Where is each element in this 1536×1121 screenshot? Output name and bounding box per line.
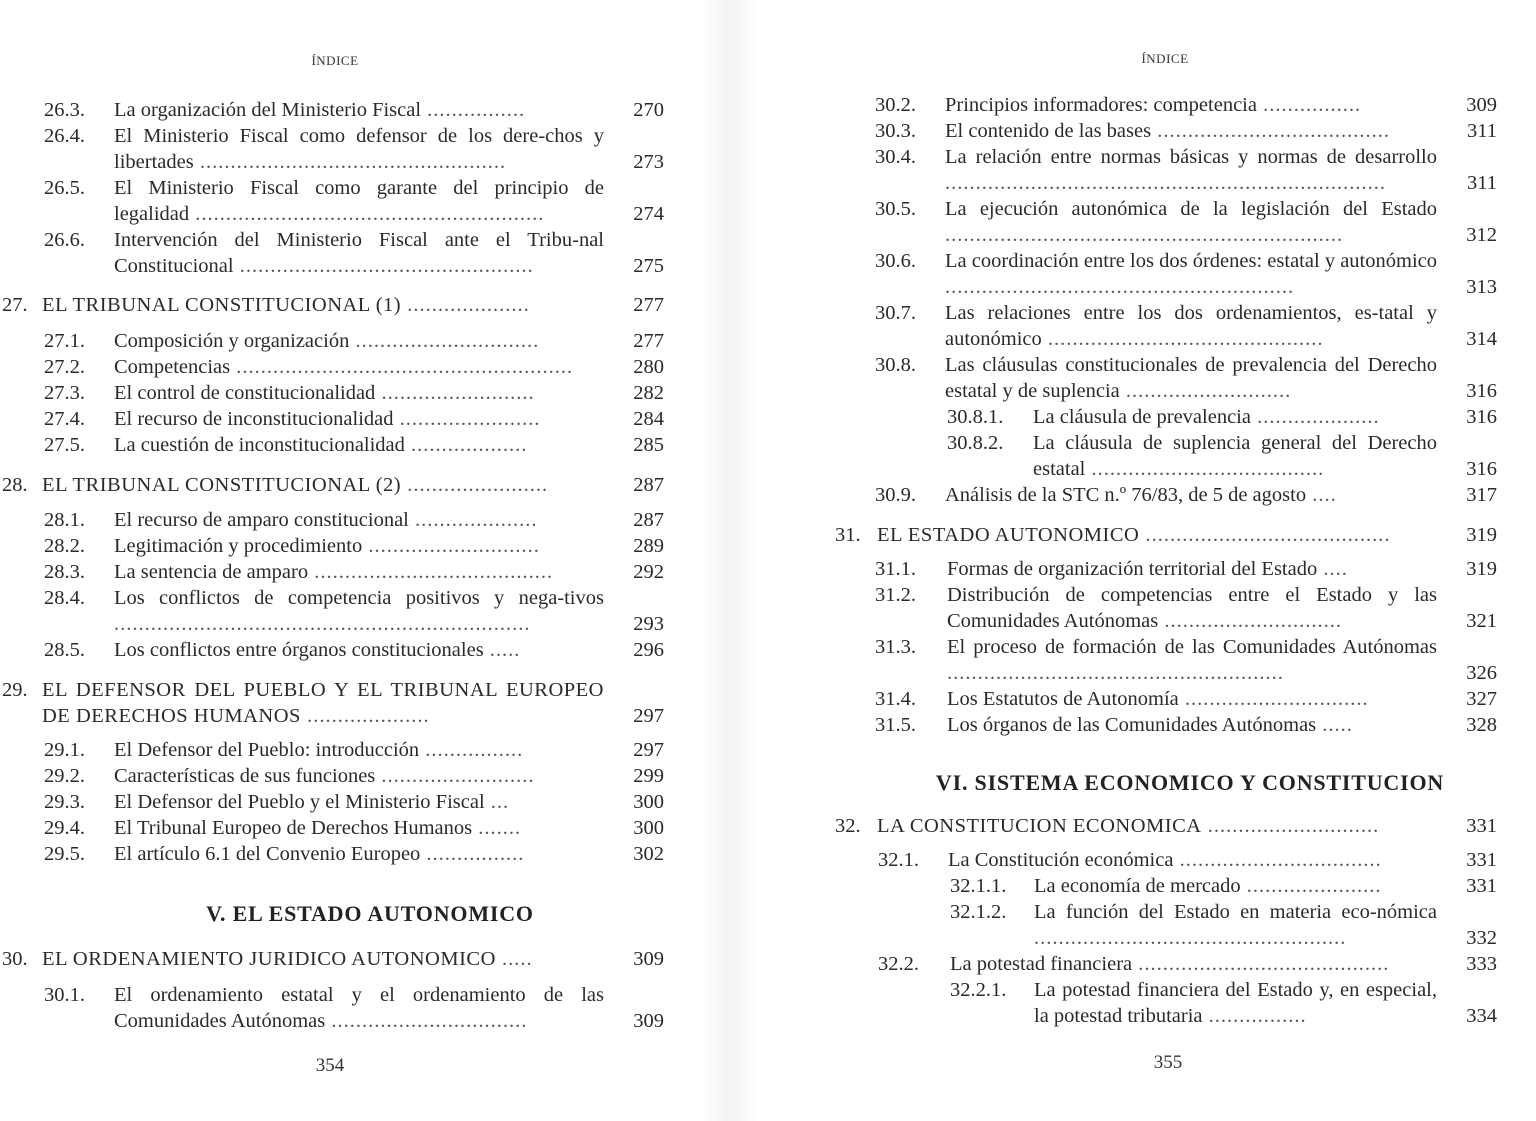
- entry-number: 27.5.: [44, 434, 85, 456]
- entry-page: 285: [633, 434, 664, 456]
- chapter-title: EL ESTADO AUTONOMICO ........................................: [877, 524, 1391, 546]
- entry-page: 280: [633, 356, 664, 378]
- entry-number: 30.4.: [875, 146, 916, 168]
- toc-entry: [875, 300, 1497, 352]
- section-title: VI. SISTEMA ECONOMICO Y CONSTITUCION: [935, 770, 1445, 795]
- toc-entry: [44, 815, 664, 841]
- toc-list: [760, 0, 1536, 1121]
- entry-page: 316: [1466, 458, 1497, 480]
- entry-title: El Defensor del Pueblo y el Ministerio Fiscal ...: [114, 791, 510, 813]
- toc-entry: [44, 789, 664, 815]
- chapter-number: 27.: [2, 294, 28, 316]
- toc-entry: [44, 227, 664, 279]
- toc-subentry: [950, 873, 1497, 899]
- entry-title: La relación entre normas básicas y normas de desarrollo ........................................................................: [945, 146, 1437, 194]
- entry-number: 26.6.: [44, 229, 85, 251]
- entry-page: 292: [633, 561, 664, 583]
- chapter-title: LA CONSTITUCION ECONOMICA ............................: [877, 815, 1380, 837]
- toc-subentry: [950, 899, 1497, 951]
- entry-page: 333: [1466, 953, 1497, 975]
- entry-title: La cuestión de inconstitucionalidad ...................: [114, 434, 528, 456]
- toc-entry: [44, 559, 664, 585]
- entry-title: Análisis de la STC n.º 76/83, de 5 de agosto ....: [945, 484, 1337, 506]
- toc-subentry: [950, 977, 1497, 1029]
- entry-title: El recurso de inconstitucionalidad .......................: [114, 408, 541, 430]
- toc-entry: [875, 144, 1497, 196]
- entry-page: 316: [1466, 406, 1497, 428]
- entry-number: 32.1.1.: [950, 875, 1007, 897]
- page-number: 355: [1153, 1052, 1183, 1073]
- chapter-title: EL TRIBUNAL CONSTITUCIONAL (1) ....................: [42, 294, 530, 316]
- toc-entry: [875, 712, 1497, 738]
- entry-number: 26.3.: [44, 99, 85, 121]
- entry-page: 313: [1466, 276, 1497, 298]
- entry-number: 27.1.: [44, 330, 85, 352]
- toc-entry: [44, 406, 664, 432]
- toc-entry: [875, 196, 1497, 248]
- entry-page: 277: [633, 330, 664, 352]
- toc-entry: [875, 352, 1497, 404]
- entry-title: Intervención del Ministerio Fiscal ante el Tribu-nal Constitucional ................................................: [114, 229, 604, 277]
- entry-number: 30.5.: [875, 198, 916, 220]
- entry-number: 29.2.: [44, 765, 85, 787]
- toc-entry: [44, 841, 664, 867]
- entry-title: Distribución de competencias entre el Estado y las Comunidades Autónomas .............................: [947, 584, 1437, 632]
- entry-title: La sentencia de amparo .......................................: [114, 561, 554, 583]
- entry-number: 29.3.: [44, 791, 85, 813]
- chapter-title: EL ORDENAMIENTO JURIDICO AUTONOMICO .....: [42, 948, 533, 970]
- entry-page: 300: [633, 791, 664, 813]
- entry-page: 321: [1466, 610, 1497, 632]
- entry-number: 31.5.: [875, 714, 916, 736]
- entry-title: El ordenamiento estatal y el ordenamiento de las Comunidades Autónomas ................................: [114, 984, 604, 1032]
- book-gutter: [700, 0, 760, 1121]
- entry-title: Principios informadores: competencia ................: [945, 94, 1362, 116]
- toc-entry: [44, 354, 664, 380]
- toc-chapter: [2, 946, 664, 972]
- entry-page: 293: [633, 613, 664, 635]
- chapter-number: 29.: [2, 679, 28, 701]
- toc-chapter: [2, 292, 664, 318]
- entry-page: 312: [1466, 224, 1497, 246]
- entry-page: 316: [1466, 380, 1497, 402]
- entry-page: 309: [633, 948, 664, 970]
- entry-number: 30.8.: [875, 354, 916, 376]
- entry-number: 32.1.2.: [950, 901, 1007, 923]
- entry-page: 319: [1466, 524, 1497, 546]
- toc-entry: [44, 637, 664, 663]
- entry-page: 275: [633, 255, 664, 277]
- entry-number: 31.1.: [875, 558, 916, 580]
- entry-number: 31.2.: [875, 584, 916, 606]
- entry-title: La función del Estado en materia eco-nómica ...................................................: [1034, 901, 1437, 949]
- entry-number: 28.4.: [44, 587, 85, 609]
- entry-number: 31.3.: [875, 636, 916, 658]
- entry-page: 287: [633, 509, 664, 531]
- toc-entry: [875, 582, 1497, 634]
- entry-page: 311: [1467, 172, 1497, 194]
- entry-page: 273: [633, 151, 664, 173]
- entry-title: La coordinación entre los dos órdenes: estatal y autonómico .........................................................: [945, 250, 1437, 298]
- entry-number: 27.4.: [44, 408, 85, 430]
- toc-chapter: [2, 472, 664, 498]
- entry-number: 29.1.: [44, 739, 85, 761]
- entry-number: 30.1.: [44, 984, 85, 1006]
- entry-title: El Tribunal Europeo de Derechos Humanos .......: [114, 817, 522, 839]
- chapter-number: 30.: [2, 948, 28, 970]
- entry-title: Los órganos de las Comunidades Autónomas .....: [947, 714, 1353, 736]
- chapter-number: 28.: [2, 474, 28, 496]
- running-header: ÍNDICE: [311, 53, 359, 68]
- toc-entry: [875, 686, 1497, 712]
- entry-title: Los Estatutos de Autonomía ..............................: [947, 688, 1369, 710]
- entry-title: Características de sus funciones .........................: [114, 765, 535, 787]
- entry-page: 296: [633, 639, 664, 661]
- entry-title: El contenido de las bases ......................................: [945, 120, 1390, 142]
- entry-page: 274: [633, 203, 664, 225]
- chapter-title: EL TRIBUNAL CONSTITUCIONAL (2) .......................: [42, 474, 549, 496]
- entry-number: 28.1.: [44, 509, 85, 531]
- toc-entry: [44, 507, 664, 533]
- toc-entry: [44, 432, 664, 458]
- entry-page: 299: [633, 765, 664, 787]
- entry-page: 331: [1466, 875, 1497, 897]
- chapter-number: 32.: [835, 815, 861, 837]
- toc-entry: [878, 847, 1497, 873]
- entry-title: La cláusula de prevalencia ....................: [1033, 406, 1380, 428]
- toc-entry: [44, 175, 664, 227]
- toc-entry: [44, 328, 664, 354]
- entry-title: Los conflictos de competencia positivos y nega-tivos ....................................................................: [114, 587, 604, 635]
- toc-entry: [44, 982, 664, 1034]
- entry-number: 30.6.: [875, 250, 916, 272]
- entry-title: La Constitución económica .................................: [948, 849, 1382, 871]
- toc-entry: [44, 585, 664, 637]
- entry-number: 32.2.1.: [950, 979, 1007, 1001]
- entry-number: 30.3.: [875, 120, 916, 142]
- entry-page: 314: [1466, 328, 1497, 350]
- entry-number: 29.4.: [44, 817, 85, 839]
- entry-title: La economía de mercado ......................: [1034, 875, 1382, 897]
- entry-page: 327: [1466, 688, 1497, 710]
- entry-title: Las cláusulas constitucionales de prevalencia del Derecho estatal y de suplencia ...........................: [945, 354, 1437, 402]
- toc-entry: [44, 123, 664, 175]
- entry-number: 26.5.: [44, 177, 85, 199]
- entry-title: Formas de organización territorial del Estado ....: [947, 558, 1348, 580]
- toc-entry: [44, 737, 664, 763]
- entry-title: La potestad financiera del Estado y, en especial, la potestad tributaria ................: [1034, 979, 1437, 1027]
- entry-title: Legitimación y procedimiento ............................: [114, 535, 540, 557]
- entry-page: 326: [1466, 662, 1497, 684]
- toc-subentry: [947, 404, 1497, 430]
- toc-entry: [875, 482, 1497, 508]
- toc-entry: [875, 634, 1497, 686]
- entry-page: 309: [633, 1010, 664, 1032]
- entry-page: 311: [1467, 120, 1497, 142]
- entry-title: El proceso de formación de las Comunidades Autónomas .......................................................: [947, 636, 1437, 684]
- toc-entry: [875, 118, 1497, 144]
- chapter-title: EL DEFENSOR DEL PUEBLO Y EL TRIBUNAL EUROPEO DE DERECHOS HUMANOS ....................: [42, 679, 604, 727]
- toc-chapter: [835, 813, 1497, 839]
- toc-chapter: [835, 522, 1497, 548]
- entry-page: 287: [633, 474, 664, 496]
- entry-page: 309: [1466, 94, 1497, 116]
- entry-number: 28.2.: [44, 535, 85, 557]
- entry-page: 328: [1466, 714, 1497, 736]
- entry-title: La organización del Ministerio Fiscal ................: [114, 99, 526, 121]
- entry-page: 317: [1466, 484, 1497, 506]
- entry-number: 32.2.: [878, 953, 919, 975]
- entry-title: El artículo 6.1 del Convenio Europeo ................: [114, 843, 525, 865]
- toc-entry: [44, 97, 664, 123]
- entry-number: 32.1.: [878, 849, 919, 871]
- entry-title: El Ministerio Fiscal como garante del principio de legalidad .........................................................: [114, 177, 604, 225]
- entry-title: Competencias .......................................................: [114, 356, 574, 378]
- entry-page: 334: [1466, 1005, 1497, 1027]
- toc-entry: [44, 380, 664, 406]
- right-page: [760, 0, 1536, 1121]
- toc-list: [0, 0, 700, 1121]
- entry-number: 30.9.: [875, 484, 916, 506]
- entry-page: 282: [633, 382, 664, 404]
- entry-title: El Ministerio Fiscal como defensor de los dere-chos y libertades ..................................................: [114, 125, 604, 173]
- toc-entry: [44, 533, 664, 559]
- toc-entry: [44, 763, 664, 789]
- entry-title: La potestad financiera .........................................: [950, 953, 1390, 975]
- section-title: V. EL ESTADO AUTONOMICO: [206, 901, 534, 926]
- entry-number: 27.3.: [44, 382, 85, 404]
- entry-page: 297: [633, 739, 664, 761]
- entry-page: 300: [633, 817, 664, 839]
- left-page: [0, 0, 700, 1121]
- entry-number: 26.4.: [44, 125, 85, 147]
- entry-title: Las relaciones entre los dos ordenamientos, es-tatal y autonómico .............................................: [945, 302, 1437, 350]
- page-number: 354: [315, 1055, 345, 1076]
- toc-entry: [875, 248, 1497, 300]
- entry-page: 331: [1466, 815, 1497, 837]
- entry-number: 31.4.: [875, 688, 916, 710]
- entry-number: 28.5.: [44, 639, 85, 661]
- entry-page: 297: [633, 705, 664, 727]
- entry-page: 319: [1466, 558, 1497, 580]
- toc-entry: [875, 556, 1497, 582]
- entry-number: 27.2.: [44, 356, 85, 378]
- entry-page: 289: [633, 535, 664, 557]
- entry-number: 30.8.2.: [947, 432, 1004, 454]
- toc-chapter: [2, 677, 664, 729]
- entry-number: 29.5.: [44, 843, 85, 865]
- entry-number: 30.2.: [875, 94, 916, 116]
- toc-subentry: [947, 430, 1497, 482]
- entry-page: 332: [1466, 927, 1497, 949]
- entry-title: El recurso de amparo constitucional ....................: [114, 509, 538, 531]
- entry-page: 331: [1466, 849, 1497, 871]
- running-header: ÍNDICE: [1141, 51, 1189, 66]
- entry-title: Los conflictos entre órganos constitucionales .....: [114, 639, 521, 661]
- entry-title: Composición y organización ..............................: [114, 330, 540, 352]
- entry-number: 30.8.1.: [947, 406, 1004, 428]
- entry-title: La ejecución autonómica de la legislación del Estado .................................................................: [945, 198, 1437, 246]
- entry-number: 28.3.: [44, 561, 85, 583]
- entry-title: El Defensor del Pueblo: introducción ................: [114, 739, 524, 761]
- toc-entry: [875, 92, 1497, 118]
- entry-title: El control de constitucionalidad .........................: [114, 382, 535, 404]
- toc-entry: [878, 951, 1497, 977]
- entry-title: La cláusula de suplencia general del Derecho estatal ......................................: [1033, 432, 1437, 480]
- entry-page: 302: [633, 843, 664, 865]
- entry-page: 277: [633, 294, 664, 316]
- entry-page: 284: [633, 408, 664, 430]
- entry-page: 270: [633, 99, 664, 121]
- chapter-number: 31.: [835, 524, 861, 546]
- entry-number: 30.7.: [875, 302, 916, 324]
